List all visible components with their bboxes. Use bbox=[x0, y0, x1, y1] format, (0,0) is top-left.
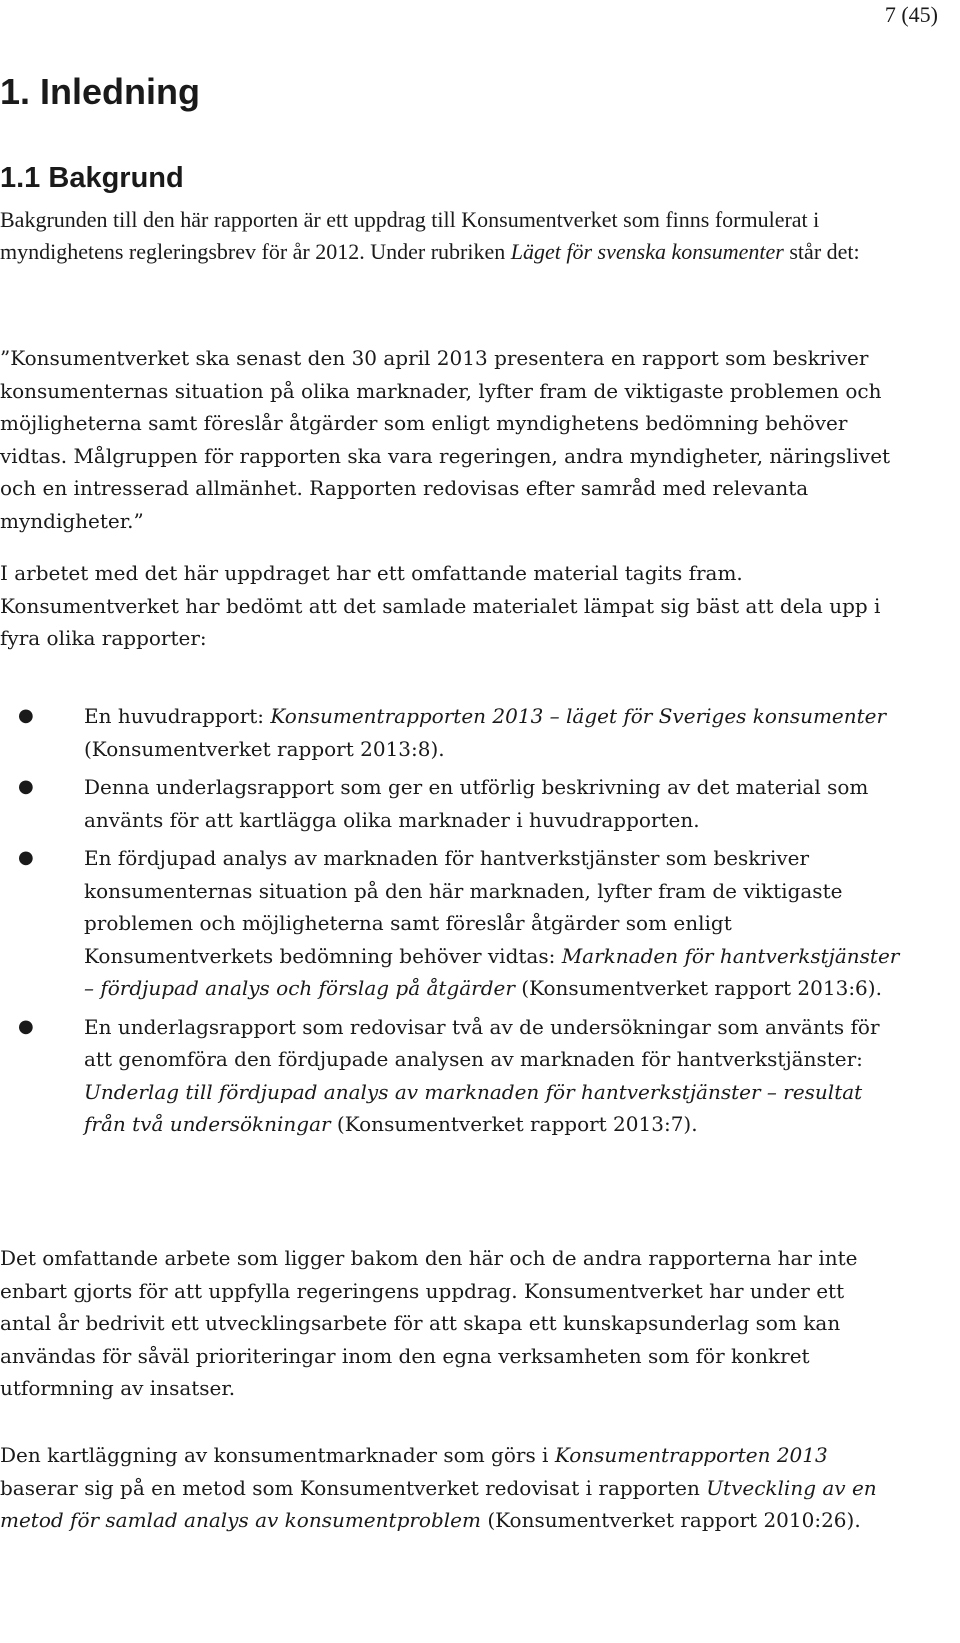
list-item-ref: (Konsumentverket rapport 2013:8). bbox=[84, 736, 445, 761]
method-paragraph bbox=[0, 1439, 900, 1537]
list-item bbox=[0, 771, 900, 836]
bullet-icon: ● bbox=[18, 1015, 34, 1037]
method-text-2: baserar sig på en metod som Konsumentverket redovisat i rapporten bbox=[0, 1475, 707, 1500]
intro-paragraph bbox=[0, 204, 900, 268]
list-item-text: En huvudrapport: bbox=[84, 704, 271, 728]
method-text-1: Den kartläggning av konsumentmarknader som görs i bbox=[0, 1443, 555, 1467]
list-item bbox=[0, 842, 900, 1005]
work-paragraph: Det omfattande arbete som ligger bakom den här och de andra rapporterna har inte enbart gjorts för att uppfylla regeringens uppdrag. Konsumentverket har under ett antal år bedrivit ett utvecklingsarbete för att skapa ett kunskapsunderlag som kan användas för såväl prioriteringar inom den egna verksamheten som för konkret utformning av insatser. bbox=[0, 1246, 858, 1400]
list-item bbox=[0, 1011, 900, 1141]
list-item-text: Denna underlagsrapport som ger en utförlig beskrivning av det material som använts för att kartlägga olika marknader i huvudrapporten. bbox=[84, 775, 869, 832]
section-heading: 1.1 Bakgrund bbox=[0, 162, 184, 194]
bullet-icon: ● bbox=[18, 776, 34, 797]
method-text-3: (Konsumentverket rapport 2010:26). bbox=[480, 1508, 861, 1532]
list-item-text: En underlagsrapport som redovisar två av de undersökningar som använts för att genomföra den fördjupade analysen av marknaden för hantverkstjänster: bbox=[84, 1014, 880, 1071]
bullet-icon: ● bbox=[18, 705, 34, 726]
list-item-ref: (Konsumentverket rapport 2013:6). bbox=[514, 976, 882, 1000]
list-item-title: Konsumentrapporten 2013 – läget för Sveriges konsumenter bbox=[270, 704, 887, 728]
method-italic-1: Konsumentrapporten 2013 bbox=[554, 1443, 828, 1467]
intro-italic-title: Läget för svenska konsumenter bbox=[510, 239, 784, 264]
page-number: 7 (45) bbox=[884, 2, 938, 27]
list-item bbox=[0, 700, 900, 765]
quote-paragraph: ”Konsumentverket ska senast den 30 april 2013 presentera en rapport som beskriver konsumenternas situation på olika marknader, lyfter fram de viktigaste problemen och möjligheterna samt föreslår åtgärder som enligt myndighetens bedömning behöver vidtas. Målgruppen för rapporten ska vara regeringen, andra myndigheter, näringslivet och en intresserad allmänhet. Rapporten redovisas efter samråd med relevanta myndigheter.” bbox=[0, 346, 891, 533]
method-italic-2: Utveckling av en metod för samlad analys av konsumentproblem bbox=[0, 1475, 877, 1532]
list-item-ref: (Konsumentverket rapport 2013:7). bbox=[330, 1112, 698, 1136]
list-item-title: Marknaden för hantverkstjänster – fördjupad analys och förslag på åtgärder bbox=[84, 943, 900, 1000]
intro-text-2: står det: bbox=[783, 239, 860, 264]
report-list bbox=[0, 700, 900, 1147]
materials-paragraph: I arbetet med det här uppdraget har ett omfattande material tagits fram. Konsumentverket har bedömt att det samlade materialet lämpat sig bäst att dela upp i fyra olika rapporter: bbox=[0, 561, 881, 650]
bullet-icon: ● bbox=[18, 847, 34, 868]
chapter-heading: 1. Inledning bbox=[0, 71, 201, 112]
list-item-title: Underlag till fördjupad analys av marknaden för hantverkstjänster – resultat från två undersökningar bbox=[84, 1079, 863, 1136]
intro-text-1: Bakgrunden till den här rapporten är ett uppdrag till Konsumentverket som finns formulerat i myndighetens regleringsbrev för år 2012. Under rubriken bbox=[0, 207, 820, 264]
list-item-text: En fördjupad analys av marknaden för hantverkstjänster som beskriver konsumenternas situation på den här marknaden, lyfter fram de viktigaste problemen och möjligheterna samt föreslår åtgärder som enligt Konsumentverkets bedömning behöver vidtas: bbox=[84, 846, 843, 968]
